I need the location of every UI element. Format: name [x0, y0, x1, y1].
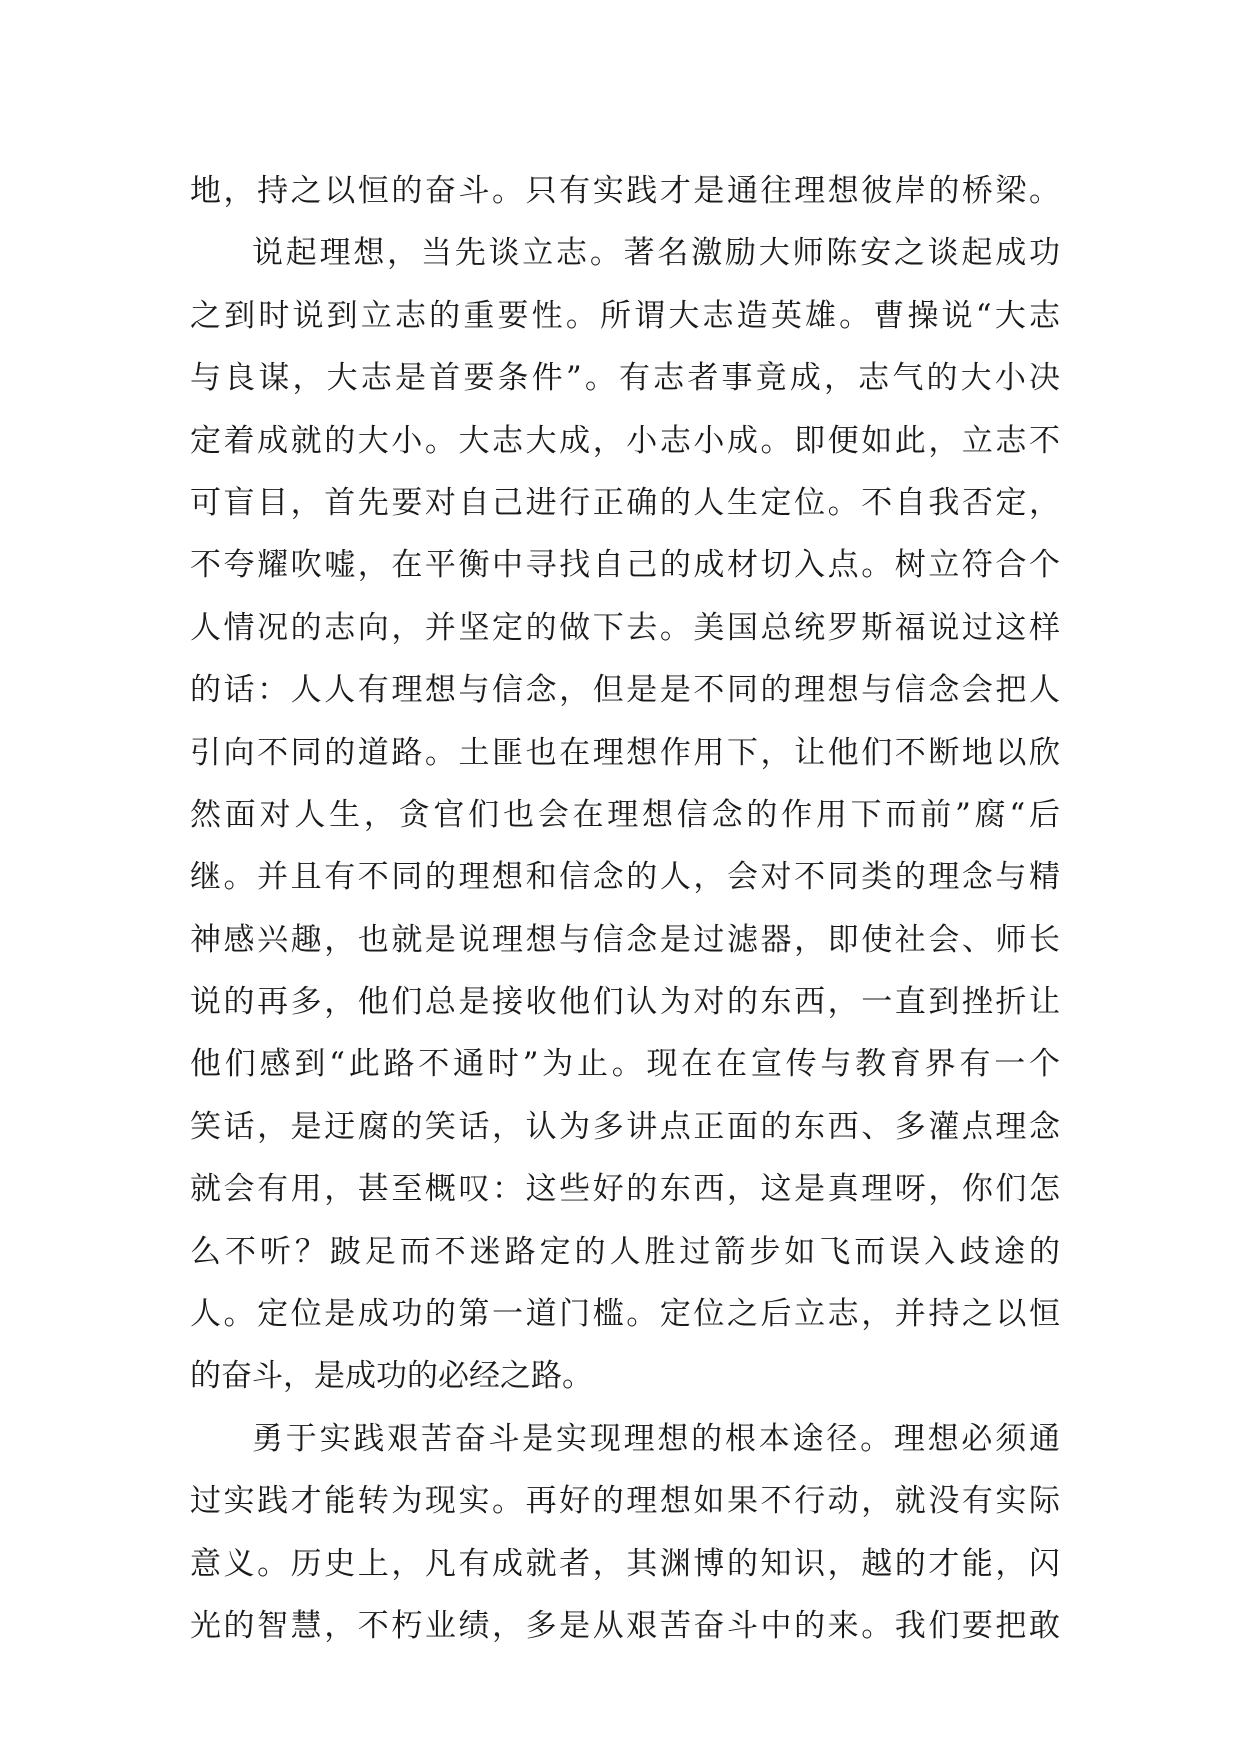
- text-line: 么不听？跛足而不迷路定的人胜过箭步如飞而误入歧途的: [190, 1233, 1060, 1270]
- text-line: 意义。历史上，凡有成就者，其渊博的知识，越的才能，闪: [190, 1545, 1060, 1582]
- text-line: 就会有用，甚至概叹：这些好的东西，这是真理呀，你们怎: [190, 1171, 1060, 1208]
- text-line: 然面对人生，贪官们也会在理想信念的作用下而前”腐“后: [190, 796, 1060, 833]
- text-line: 人。定位是成功的第一道门槛。定位之后立志，并持之以恒: [190, 1296, 1060, 1333]
- paragraph-end-line: 的奋斗，是成功的必经之路。: [190, 1358, 593, 1395]
- text-line: 不夸耀吹嘘，在平衡中寻找自己的成材切入点。树立符合个: [190, 547, 1060, 584]
- text-line: 笑话，是迂腐的笑话，认为多讲点正面的东西、多灌点理念: [190, 1108, 1060, 1145]
- paragraph-start-line: 说起理想，当先谈立志。著名激励大师陈安之谈起成功: [252, 235, 1060, 272]
- text-line: 之到时说到立志的重要性。所谓大志造英雄。曹操说“大志: [190, 297, 1060, 334]
- text-line: 说的再多，他们总是接收他们认为对的东西，一直到挫折让: [190, 984, 1060, 1021]
- text-line: 定着成就的大小。大志大成，小志小成。即便如此，立志不: [190, 422, 1060, 459]
- text-line: 可盲目，首先要对自己进行正确的人生定位。不自我否定，: [190, 484, 1060, 521]
- text-line: 与良谋，大志是首要条件”。有志者事竟成，志气的大小决: [190, 360, 1060, 397]
- text-line: 神感兴趣，也就是说理想与信念是过滤器，即使社会、师长: [190, 921, 1060, 958]
- text-line: 人情况的志向，并坚定的做下去。美国总统罗斯福说过这样: [190, 609, 1060, 646]
- text-line: 过实践才能转为现实。再好的理想如果不行动，就没有实际: [190, 1483, 1060, 1520]
- text-line: 地，持之以恒的奋斗。只有实践才是通往理想彼岸的桥梁。: [190, 173, 1060, 209]
- text-line: 光的智慧，不朽业绩，多是从艰苦奋斗中的来。我们要把敢: [190, 1607, 1060, 1644]
- text-line: 他们感到“此路不通时”为止。现在在宣传与教育界有一个: [190, 1046, 1060, 1083]
- text-line: 引向不同的道路。土匪也在理想作用下，让他们不断地以欣: [190, 734, 1060, 771]
- body-text: [190, 160, 1060, 1657]
- paragraph-start-line: 勇于实践艰苦奋斗是实现理想的根本途径。理想必须通: [252, 1420, 1060, 1457]
- text-line: 继。并且有不同的理想和信念的人，会对不同类的理念与精: [190, 859, 1060, 896]
- text-line: 的话：人人有理想与信念，但是是不同的理想与信念会把人: [190, 672, 1060, 709]
